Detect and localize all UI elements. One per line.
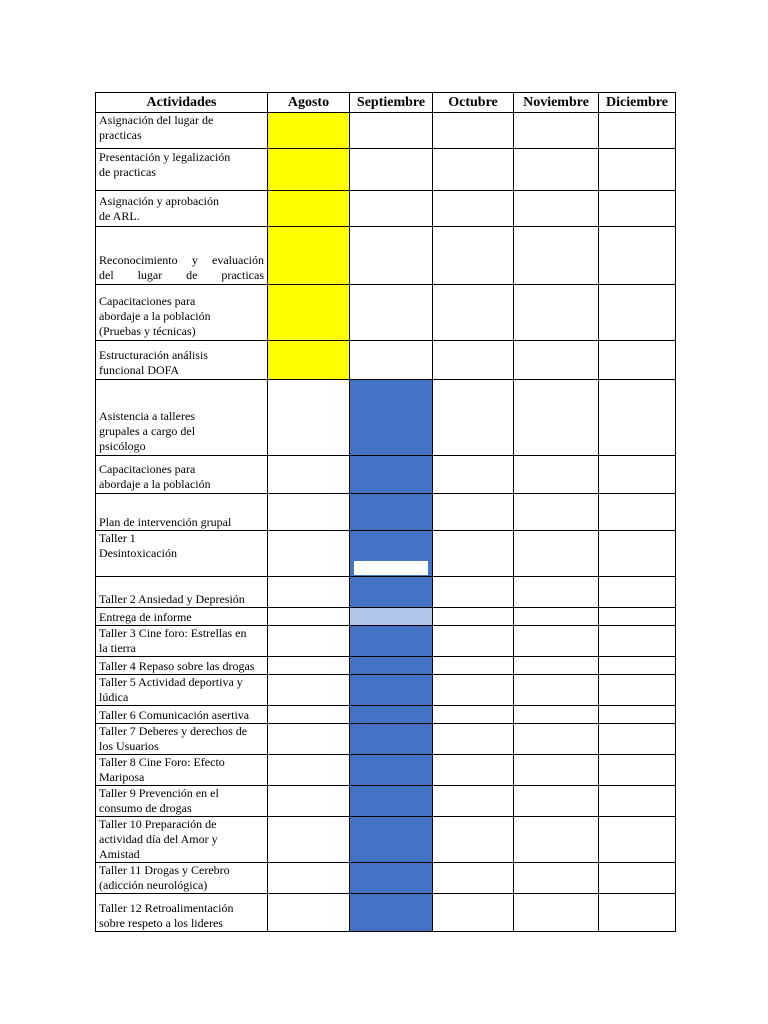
month-cell-filled	[268, 113, 350, 149]
month-cell-empty	[433, 494, 514, 531]
table-row	[96, 113, 676, 149]
table-row	[96, 657, 676, 675]
month-cell-empty	[433, 894, 514, 932]
month-cell-empty	[268, 863, 350, 894]
header-month-diciembre: Diciembre	[599, 93, 676, 113]
month-cell-empty	[514, 149, 599, 191]
activity-cell: Taller 8 Cine Foro: Efecto Mariposa	[96, 755, 268, 786]
month-cell-empty	[268, 894, 350, 932]
month-cell-empty	[514, 817, 599, 863]
month-cell-filled	[350, 817, 433, 863]
activity-cell: Taller 10 Preparación de actividad día del Amor y Amistad	[96, 817, 268, 863]
activity-cell: Taller 12 Retroalimentación sobre respeto a los lideres	[96, 894, 268, 932]
month-cell-empty	[599, 608, 676, 626]
month-cell-empty	[350, 191, 433, 227]
activity-cell: Taller 7 Deberes y derechos de los Usuarios	[96, 724, 268, 755]
month-cell-filled	[350, 626, 433, 657]
table-row	[96, 675, 676, 706]
month-cell-filled	[350, 577, 433, 608]
month-cell-empty	[268, 577, 350, 608]
table-row	[96, 191, 676, 227]
month-cell-empty	[433, 817, 514, 863]
month-cell-empty	[599, 456, 676, 494]
month-cell-filled	[350, 494, 433, 531]
month-cell-empty	[599, 531, 676, 577]
month-cell-empty	[599, 494, 676, 531]
activity-cell: Taller 6 Comunicación asertiva	[96, 706, 268, 724]
month-cell-filled	[350, 380, 433, 456]
month-cell-filled	[268, 191, 350, 227]
activity-cell: Asignación y aprobación de ARL.	[96, 191, 268, 227]
month-cell-empty	[514, 863, 599, 894]
month-cell-empty	[350, 149, 433, 191]
table-row	[96, 817, 676, 863]
month-cell-empty	[514, 657, 599, 675]
month-cell-filled	[350, 531, 433, 577]
activity-cell: Estructuración análisis funcional DOFA	[96, 341, 268, 380]
month-cell-empty	[268, 456, 350, 494]
month-cell-filled	[350, 608, 433, 626]
month-cell-empty	[514, 341, 599, 380]
month-cell-empty	[350, 227, 433, 285]
month-cell-empty	[514, 113, 599, 149]
month-cell-empty	[599, 706, 676, 724]
header-month-septiembre: Septiembre	[350, 93, 433, 113]
month-cell-empty	[433, 657, 514, 675]
month-cell-empty	[433, 149, 514, 191]
month-cell-filled	[350, 863, 433, 894]
table-row	[96, 380, 676, 456]
cell-gap-bar	[354, 561, 428, 575]
activity-cell: Reconocimiento y evaluación del lugar de practicas	[96, 227, 268, 285]
activity-cell: Taller 1 Desintoxicación	[96, 531, 268, 577]
month-cell-empty	[599, 675, 676, 706]
activity-cell: Taller 5 Actividad deportiva y lúdica	[96, 675, 268, 706]
month-cell-empty	[268, 675, 350, 706]
table-row	[96, 608, 676, 626]
month-cell-empty	[514, 531, 599, 577]
table-row	[96, 724, 676, 755]
activity-cell: Taller 3 Cine foro: Estrellas en la tierra	[96, 626, 268, 657]
month-cell-empty	[599, 724, 676, 755]
table-row	[96, 494, 676, 531]
table-row	[96, 341, 676, 380]
month-cell-empty	[514, 706, 599, 724]
month-cell-empty	[268, 817, 350, 863]
month-cell-empty	[350, 341, 433, 380]
activity-cell: Capacitaciones para abordaje a la población	[96, 456, 268, 494]
activity-cell: Taller 4 Repaso sobre las drogas	[96, 657, 268, 675]
month-cell-empty	[599, 863, 676, 894]
activity-cell: Capacitaciones para abordaje a la población (Pruebas y técnicas)	[96, 285, 268, 341]
month-cell-empty	[599, 894, 676, 932]
table-row	[96, 285, 676, 341]
month-cell-empty	[268, 706, 350, 724]
month-cell-empty	[514, 786, 599, 817]
month-cell-empty	[514, 456, 599, 494]
month-cell-filled	[268, 227, 350, 285]
month-cell-empty	[433, 706, 514, 724]
month-cell-empty	[514, 755, 599, 786]
month-cell-empty	[268, 786, 350, 817]
table-row	[96, 786, 676, 817]
month-cell-empty	[433, 341, 514, 380]
month-cell-empty	[268, 626, 350, 657]
month-cell-empty	[514, 626, 599, 657]
table-row	[96, 227, 676, 285]
month-cell-empty	[433, 608, 514, 626]
month-cell-empty	[514, 227, 599, 285]
month-cell-empty	[268, 608, 350, 626]
month-cell-empty	[514, 285, 599, 341]
month-cell-empty	[433, 285, 514, 341]
month-cell-filled	[350, 894, 433, 932]
month-cell-empty	[599, 657, 676, 675]
month-cell-filled	[350, 456, 433, 494]
month-cell-empty	[599, 380, 676, 456]
month-cell-empty	[268, 380, 350, 456]
table-row	[96, 626, 676, 657]
month-cell-empty	[599, 755, 676, 786]
activity-cell: Asistencia a talleres grupales a cargo del psicólogo	[96, 380, 268, 456]
table-row	[96, 755, 676, 786]
header-row	[96, 93, 676, 113]
activity-cell: Presentación y legalización de practicas	[96, 149, 268, 191]
month-cell-empty	[599, 577, 676, 608]
month-cell-filled	[350, 657, 433, 675]
header-activities: Actividades	[96, 93, 268, 113]
month-cell-empty	[514, 608, 599, 626]
month-cell-empty	[599, 817, 676, 863]
month-cell-empty	[433, 755, 514, 786]
month-cell-filled	[268, 341, 350, 380]
month-cell-empty	[433, 724, 514, 755]
month-cell-empty	[433, 380, 514, 456]
activity-cell: Plan de intervención grupal	[96, 494, 268, 531]
month-cell-empty	[599, 113, 676, 149]
month-cell-empty	[599, 786, 676, 817]
month-cell-empty	[268, 724, 350, 755]
month-cell-empty	[433, 626, 514, 657]
header-month-noviembre: Noviembre	[514, 93, 599, 113]
table-row	[96, 863, 676, 894]
header-month-octubre: Octubre	[433, 93, 514, 113]
month-cell-empty	[514, 577, 599, 608]
table-row	[96, 456, 676, 494]
activity-cell: Asignación del lugar de practicas	[96, 113, 268, 149]
month-cell-empty	[599, 149, 676, 191]
month-cell-empty	[599, 191, 676, 227]
month-cell-empty	[599, 227, 676, 285]
month-cell-empty	[599, 626, 676, 657]
month-cell-empty	[599, 285, 676, 341]
activity-cell: Taller 11 Drogas y Cerebro (adicción neurológica)	[96, 863, 268, 894]
month-cell-empty	[514, 191, 599, 227]
activity-cell: Entrega de informe	[96, 608, 268, 626]
table-row	[96, 706, 676, 724]
month-cell-empty	[433, 227, 514, 285]
month-cell-empty	[268, 755, 350, 786]
month-cell-filled	[350, 706, 433, 724]
activity-cell: Taller 9 Prevención en el consumo de drogas	[96, 786, 268, 817]
month-cell-empty	[268, 657, 350, 675]
month-cell-empty	[514, 894, 599, 932]
month-cell-empty	[433, 191, 514, 227]
month-cell-filled	[350, 755, 433, 786]
month-cell-empty	[268, 494, 350, 531]
month-cell-filled	[268, 149, 350, 191]
activity-schedule-table	[95, 92, 676, 932]
month-cell-empty	[514, 494, 599, 531]
month-cell-empty	[599, 341, 676, 380]
table-row	[96, 894, 676, 932]
month-cell-empty	[433, 863, 514, 894]
month-cell-empty	[433, 113, 514, 149]
month-cell-filled	[350, 724, 433, 755]
table-row	[96, 577, 676, 608]
table-row	[96, 149, 676, 191]
month-cell-empty	[433, 577, 514, 608]
activity-cell: Taller 2 Ansiedad y Depresión	[96, 577, 268, 608]
month-cell-empty	[433, 786, 514, 817]
month-cell-empty	[350, 285, 433, 341]
month-cell-filled	[350, 786, 433, 817]
month-cell-empty	[433, 531, 514, 577]
month-cell-empty	[514, 675, 599, 706]
month-cell-empty	[433, 456, 514, 494]
month-cell-empty	[350, 113, 433, 149]
month-cell-empty	[268, 531, 350, 577]
month-cell-empty	[514, 380, 599, 456]
header-month-agosto: Agosto	[268, 93, 350, 113]
month-cell-filled	[350, 675, 433, 706]
month-cell-empty	[514, 724, 599, 755]
month-cell-filled	[268, 285, 350, 341]
month-cell-empty	[433, 675, 514, 706]
table-row	[96, 531, 676, 577]
